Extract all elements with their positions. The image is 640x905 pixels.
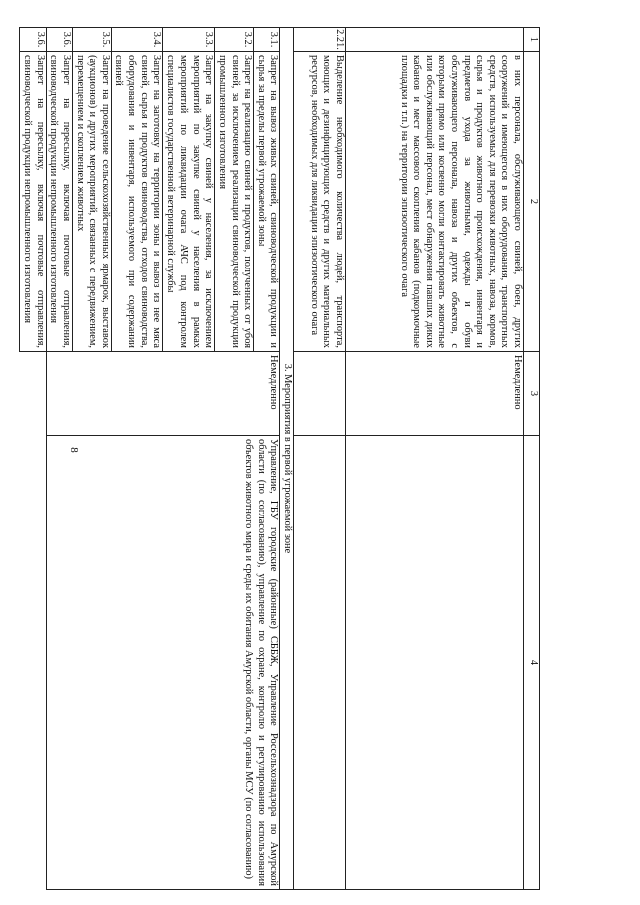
header-col-1: 1 [524, 28, 540, 52]
row-action: Запрет на вывоз живых свиней, свиноводческой продукции и сырья за пределы первой угрожаемой зоны [254, 52, 280, 352]
header-col-3: 3 [524, 352, 540, 436]
row-number: 3.4. [111, 28, 162, 52]
header-col-2: 2 [524, 52, 540, 352]
section-title: 3. Мероприятия в первой угрожаемой зоне [280, 28, 294, 890]
rows-3-responsible: Управление, ГБУ городские (районные) СББЖ, Управление Россельхознадзора по Амурской области (по согласованию), управление по охране, контролю и регулированию использования объектов животного мира и среды их обитания Амурской области, органы МСУ (по согласованию) [46, 436, 280, 890]
rows-3-timing: Немедленно [46, 352, 280, 436]
table-row [346, 28, 524, 890]
row-action: в них персонала, обслуживающего свиней, боен, других сооружений и имеющегося в них оборудования, транспортных средств, используемых для перевозки животных, навоза, кормов, сырья и продуктов животного происхождения, инвентаря и предметов ухода за животными, одежды и обуви обслуживающего персонала, навоза и других объектов, с которыми прямо или косвенно могли контактировать животные или обслуживающий персонал, мест обнаружения павших диких кабанов и мест массового скопления кабанов (подкормочные площадки и т.п.) на территории эпизоотического очага [346, 52, 524, 352]
row-number: 3.1. [254, 28, 280, 52]
table-row [254, 28, 280, 890]
row-number: 3.6. [46, 28, 72, 52]
row-number [346, 28, 524, 52]
row-number: 2.21. [294, 28, 346, 52]
row-action: Запрет на заготовку на территории зоны и вывоз из нее мяса свиней, сырья и продуктов свиноводства, отходов свиноводства, оборудования и инвентаря, используемого при содержании свиней [111, 52, 162, 352]
header-col-4: 4 [524, 436, 540, 890]
table-row [20, 28, 46, 890]
header-row [524, 28, 540, 890]
row-action: Запрет на проведение сельскохозяйственных ярмарок, выставок (аукционов) и других мероприятий, связанных с передвижением, перемещением и скоплением животных [72, 52, 111, 352]
row-action: Запрет на реализацию свиней и продуктов, полученных от убоя свиней, за исключением реализации свиноводческой продукции промышленного изготовления [215, 52, 254, 352]
row-number: 3.6. [20, 28, 46, 52]
row-action: Запрет на закупку свиней у населения, за исключением мероприятий по закупке свиней у населения в рамках мероприятий по ликвидации очага АЧС под контролем специалистов государственной ветеринарной службы [163, 52, 215, 352]
section-row [280, 28, 294, 890]
row-number: 3.3. [163, 28, 215, 52]
row-action: Выделение необходимого количества людей, транспорта, моющих и дезинфицирующих средств и других материальных ресурсов, необходимых для ликвидации эпизоотического очага [294, 52, 346, 352]
row-responsible [346, 436, 524, 890]
row-responsible [294, 436, 346, 890]
row-timing: Немедленно [346, 352, 524, 436]
row-timing [294, 352, 346, 436]
row-number: 3.2. [215, 28, 254, 52]
row-action: Запрет на пересылку, включая почтовые отправления, свиноводческой продукции непромышленного изготовления [46, 52, 72, 352]
measures-table-rotated [22, 27, 540, 890]
measures-table [19, 27, 540, 890]
row-number: 3.5. [72, 28, 111, 52]
table-row [294, 28, 346, 890]
row-action: Запрет на пересылку, включая почтовые отправления, свиноводческой продукции непромышленного изготовления [20, 52, 46, 352]
page-number: 8 [68, 447, 80, 453]
